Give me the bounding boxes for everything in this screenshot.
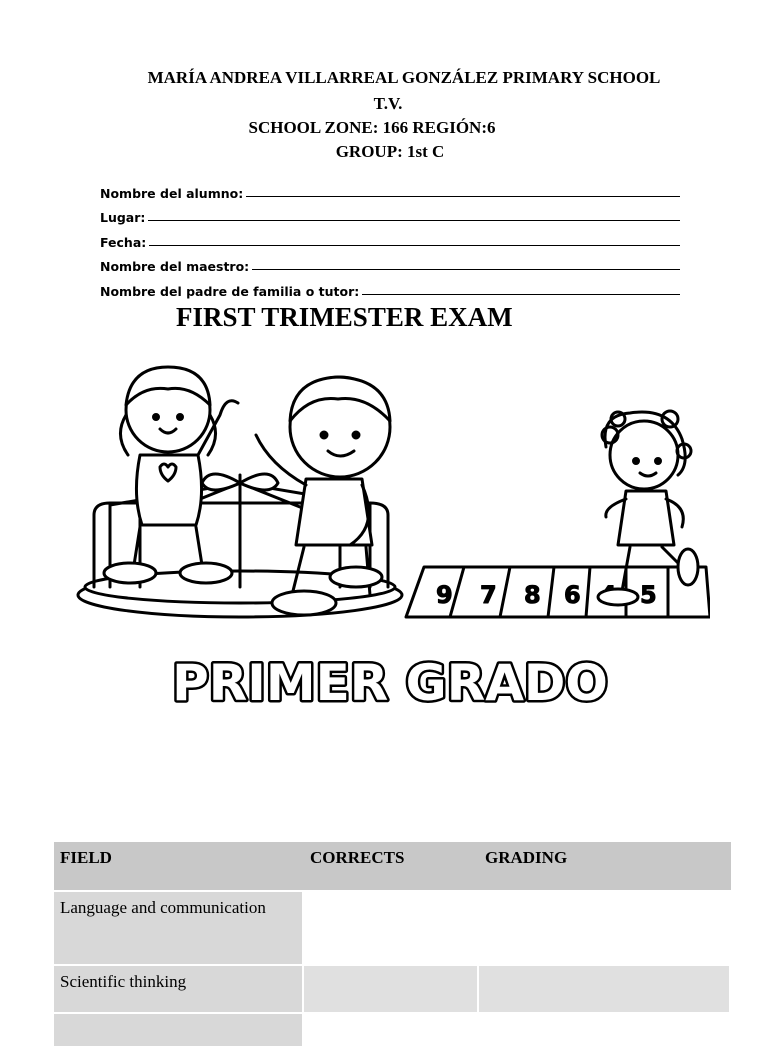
student-info-form [100, 176, 680, 299]
field-label: Lugar: [100, 210, 146, 225]
blank-line[interactable] [252, 268, 680, 270]
field-cell: Scientific thinking [54, 964, 304, 1012]
hopscotch-tile-number: 7 [480, 581, 497, 609]
hopscotch-tile-number: 5 [640, 581, 657, 609]
field-cell: Language and communication [54, 890, 304, 964]
blank-line[interactable] [148, 219, 680, 221]
student-name-field[interactable] [100, 176, 680, 201]
blank-line[interactable] [362, 293, 680, 295]
grading-cell[interactable] [479, 964, 731, 1012]
table-row [54, 1012, 731, 1046]
score-cell[interactable] [304, 890, 731, 964]
exam-title: FIRST TRIMESTER EXAM [176, 302, 513, 332]
corrects-cell[interactable] [304, 1012, 479, 1046]
blank-line[interactable] [246, 195, 680, 197]
column-header: FIELD [54, 842, 304, 890]
column-header: GRADING [479, 842, 731, 890]
grading-cell[interactable] [479, 1012, 731, 1046]
school-group: GROUP: 1st C [335, 142, 445, 161]
hopscotch-tile-number: 9 [436, 581, 453, 609]
field-label: Nombre del padre de familia o tutor: [100, 283, 360, 299]
blank-line[interactable] [149, 244, 680, 246]
date-field[interactable] [100, 225, 680, 250]
table-row [54, 890, 731, 964]
column-header: CORRECTS [304, 842, 479, 890]
place-field[interactable] [100, 201, 680, 226]
hopscotch-tile-number: 6 [564, 581, 581, 609]
field-label: Fecha: [100, 234, 147, 250]
corrects-cell[interactable] [304, 964, 479, 1012]
school-zone: SCHOOL ZONE: 166 REGIÓN:6 [248, 118, 496, 137]
children-playground-illustration [70, 355, 710, 655]
grade-banner [130, 648, 650, 718]
field-cell [54, 1012, 304, 1046]
school-name: MARÍA ANDREA VILLARREAL GONZÁLEZ PRIMARY SCHOOL [147, 68, 661, 87]
table-row [54, 964, 731, 1012]
guardian-name-field[interactable] [100, 274, 680, 299]
table-header-row [54, 842, 731, 890]
school-shift: T.V. [373, 94, 403, 113]
score-table [54, 842, 731, 1046]
field-label: Nombre del alumno: [100, 185, 244, 201]
hopscotch-tile-number: 8 [524, 581, 541, 609]
teacher-name-field[interactable] [100, 250, 680, 275]
grade-banner-text: PRIMER GRADO [172, 654, 608, 712]
field-label: Nombre del maestro: [100, 259, 250, 274]
